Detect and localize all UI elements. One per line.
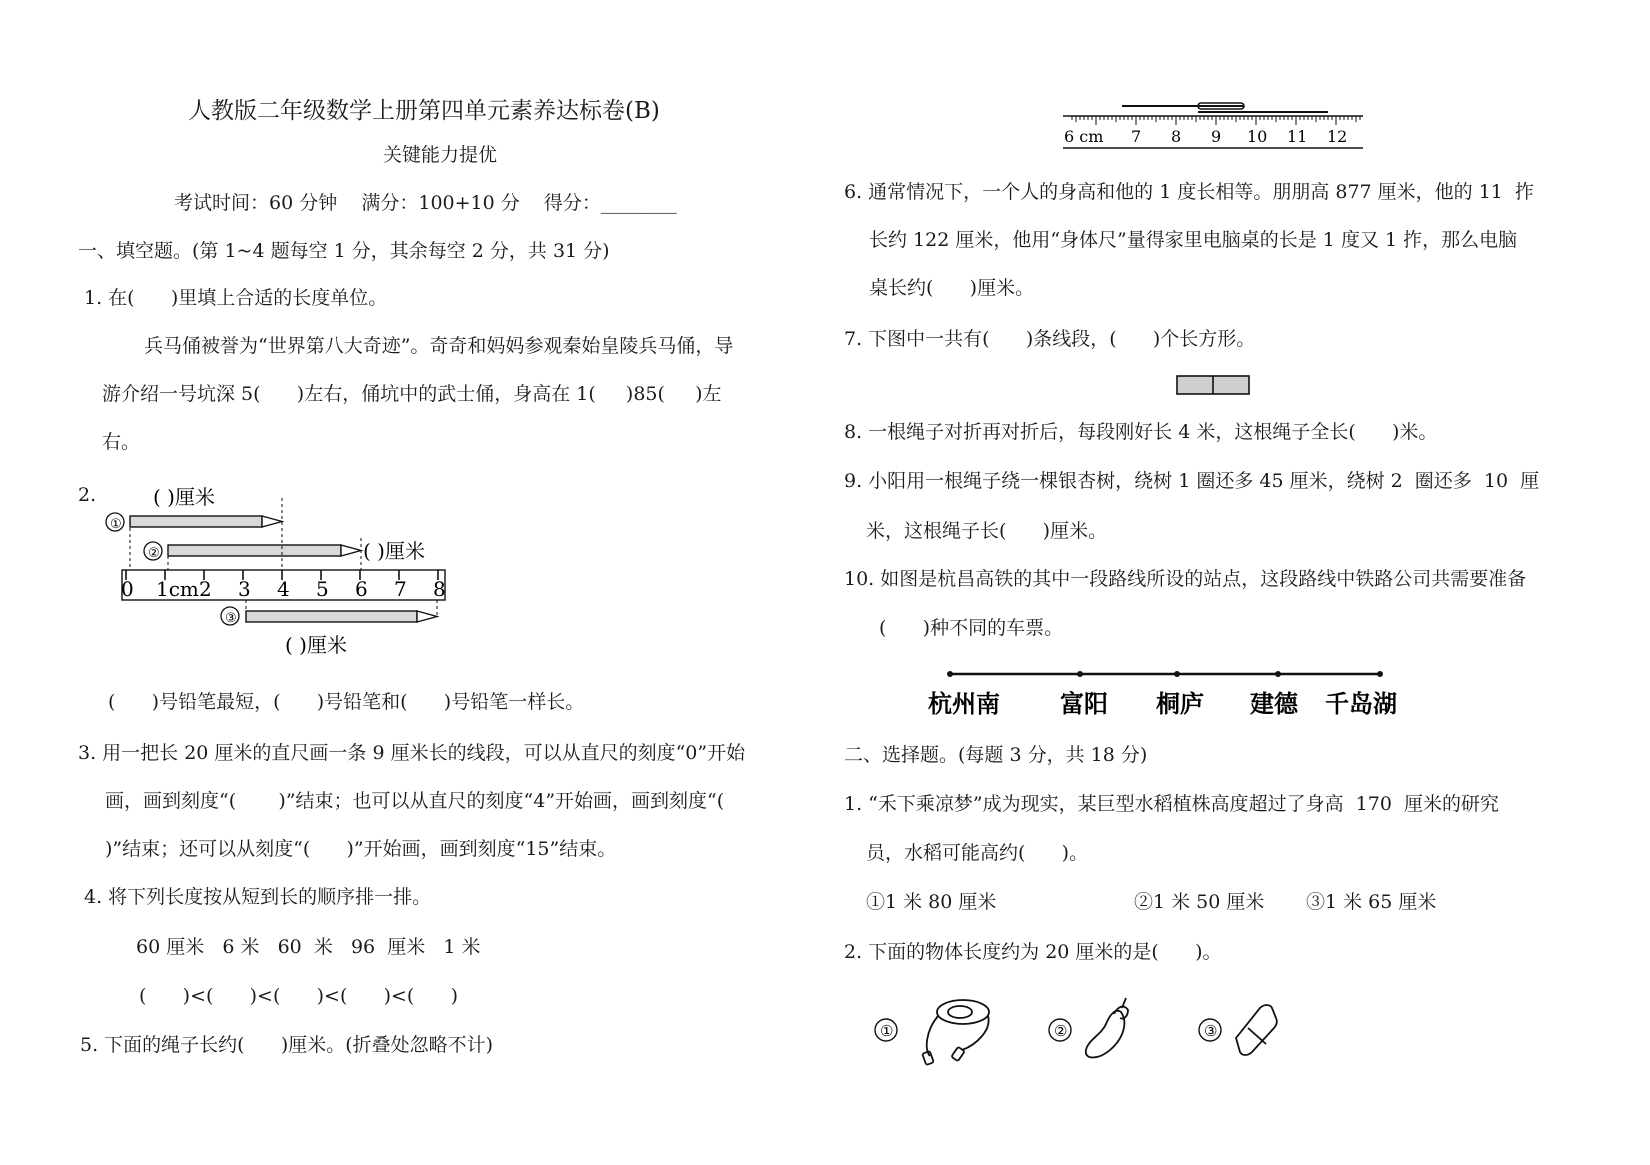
station-dot bbox=[1174, 671, 1180, 677]
s2-q1-option2: ②1 米 50 厘米 bbox=[1134, 891, 1265, 913]
q6-line1: 6. 通常情况下，一个人的身高和他的 1 度长相等。朋朋高 877 厘米，他的 11 拃 bbox=[844, 181, 1534, 203]
ruler-tick-label: 6 bbox=[355, 577, 368, 601]
object-marker-3: ③ bbox=[1204, 1022, 1218, 1040]
exam-info: 考试时间：60 分钟 满分：100+10 分 得分：________ bbox=[174, 192, 677, 214]
eggplant-icon bbox=[1086, 998, 1128, 1058]
ruler-tick-label: 5 bbox=[316, 577, 329, 601]
pencil-3-tip bbox=[417, 611, 437, 622]
q10-line1: 10. 如图是杭昌高铁的其中一段路线所设的站点，这段路线中铁路公司共需要准备 bbox=[844, 568, 1527, 590]
q10-line2: ( )种不同的车票。 bbox=[879, 617, 1064, 639]
objects-figure bbox=[866, 990, 1286, 1070]
q9-line2: 米，这根绳子长( )厘米。 bbox=[866, 520, 1108, 542]
railway-route-figure bbox=[920, 664, 1420, 724]
q6-line3: 桌长约( )厘米。 bbox=[869, 277, 1035, 299]
station-dot bbox=[1377, 671, 1383, 677]
pencil-2-tip bbox=[341, 545, 361, 556]
pencil-3 bbox=[246, 611, 417, 622]
s2-q1-line2: 员，水稻可能高约( )。 bbox=[866, 842, 1089, 864]
station-dot bbox=[947, 671, 953, 677]
q1-line1: 兵马俑被誉为“世界第八大奇迹”。奇奇和妈妈参观秦始皇陵兵马俑，导 bbox=[144, 335, 734, 357]
page-subtitle: 关键能力提优 bbox=[383, 144, 498, 166]
q2-answer: ( )号铅笔最短，( )号铅笔和( )号铅笔一样长。 bbox=[108, 691, 585, 713]
pencil-1 bbox=[130, 516, 262, 527]
ruler-tick-label: 0 bbox=[121, 577, 134, 601]
q1-line2: 游介绍一号坑深 5( )左右，俑坑中的武士俑，身高在 1( )85( )左 bbox=[102, 383, 722, 405]
ruler-tick-label: 7 bbox=[394, 577, 407, 601]
station-name: 富阳 bbox=[1060, 689, 1108, 718]
pencil1-length-label: ( )厘米 bbox=[153, 485, 215, 509]
ruler-tick-label: 8 bbox=[433, 577, 446, 601]
q6-line2: 长约 122 厘米，他用“身体尺”量得家里电脑桌的长是 1 度又 1 拃，那么电脑 bbox=[869, 229, 1518, 251]
ruler-tick-label: 2 bbox=[199, 577, 212, 601]
s2-q1-line1: 1. “禾下乘凉梦”成为现实，某巨型水稻植株高度超过了身高 170 厘米的研究 bbox=[844, 793, 1500, 815]
q3-line1: 3. 用一把长 20 厘米的直尺画一条 9 厘米长的线段，可以从直尺的刻度“0”开始 bbox=[78, 742, 746, 764]
object-marker-1: ① bbox=[880, 1022, 894, 1040]
ruler-ticks-small bbox=[1064, 116, 1360, 146]
q9-line1: 9. 小阳用一根绳子绕一棵银杏树，绕树 1 圈还多 45 厘米，绕树 2 圈还多 10 厘 bbox=[844, 470, 1540, 492]
ruler-label: 11 bbox=[1287, 127, 1308, 146]
q4-blanks: ( )<( )<( )<( )<( ) bbox=[139, 985, 458, 1007]
eraser-icon bbox=[1236, 1005, 1277, 1055]
station-list bbox=[928, 671, 1397, 718]
q2-number: 2. bbox=[78, 484, 97, 506]
marker-3: ③ bbox=[225, 611, 237, 626]
q4-stem: 4. 将下列长度按从短到长的顺序排一排。 bbox=[84, 886, 432, 908]
page-title: 人教版二年级数学上册第四单元素养达标卷(B) bbox=[188, 98, 660, 124]
q7-stem: 7. 下图中一共有( )条线段，( )个长方形。 bbox=[844, 328, 1256, 350]
q3-line2: 画，画到刻度“( )”结束；也可以从直尺的刻度“4”开始画，画到刻度“( bbox=[105, 790, 725, 812]
marker-1: ① bbox=[110, 517, 122, 532]
ruler-label: 7 bbox=[1131, 127, 1142, 146]
station-dot bbox=[1077, 671, 1083, 677]
marker-2: ② bbox=[148, 546, 160, 561]
pencil-2 bbox=[168, 545, 341, 556]
ruler-label: 9 bbox=[1211, 127, 1222, 146]
ruler-label: 6 cm bbox=[1064, 127, 1104, 146]
s2-q1-option3: ③1 米 65 厘米 bbox=[1306, 891, 1437, 913]
s2-q1-option1: ①1 米 80 厘米 bbox=[866, 891, 997, 913]
station-name: 建德 bbox=[1250, 689, 1298, 718]
pencil-ruler-figure bbox=[95, 478, 495, 673]
station-name: 杭州南 bbox=[928, 689, 1000, 718]
rope-ruler-figure bbox=[1058, 96, 1368, 154]
ruler-tick-label: 3 bbox=[238, 577, 251, 601]
ruler-label: 10 bbox=[1247, 127, 1268, 146]
q5-stem: 5. 下面的绳子长约( )厘米。(折叠处忽略不计) bbox=[80, 1034, 494, 1056]
section1-heading: 一、填空题。(第 1~4 题每空 1 分，其余每空 2 分，共 31 分) bbox=[78, 240, 610, 262]
station-name: 千岛湖 bbox=[1325, 689, 1397, 718]
ruler-label: 8 bbox=[1171, 127, 1182, 146]
ruler-tick-label: 4 bbox=[277, 577, 290, 601]
q8-stem: 8. 一根绳子对折再对折后，每段刚好长 4 米，这根绳子全长( )米。 bbox=[844, 421, 1438, 443]
station-dot bbox=[1275, 671, 1281, 677]
ruler-label: 12 bbox=[1327, 127, 1348, 146]
pencil2-length-label: ( )厘米 bbox=[363, 539, 425, 563]
pencil-1-tip bbox=[262, 516, 282, 527]
q4-items: 60 厘米 6 米 60 米 96 厘米 1 米 bbox=[136, 936, 481, 958]
section2-heading: 二、选择题。(每题 3 分，共 18 分) bbox=[844, 744, 1148, 766]
s2-q2-stem: 2. 下面的物体长度约为 20 厘米的是( )。 bbox=[844, 941, 1222, 963]
station-name: 桐庐 bbox=[1156, 689, 1204, 718]
jump-rope-icon bbox=[922, 1000, 989, 1065]
ruler-tick-label: 1cm bbox=[156, 577, 199, 601]
q1-stem: 1. 在( )里填上合适的长度单位。 bbox=[84, 287, 388, 309]
pencil3-length-label: ( )厘米 bbox=[285, 633, 347, 657]
q3-line3: )”结束；还可以从刻度“( )”开始画，画到刻度“15”结束。 bbox=[105, 838, 617, 860]
object-marker-2: ② bbox=[1054, 1022, 1068, 1040]
q1-line3: 右。 bbox=[102, 431, 141, 453]
rectangle-figure bbox=[1176, 374, 1256, 398]
